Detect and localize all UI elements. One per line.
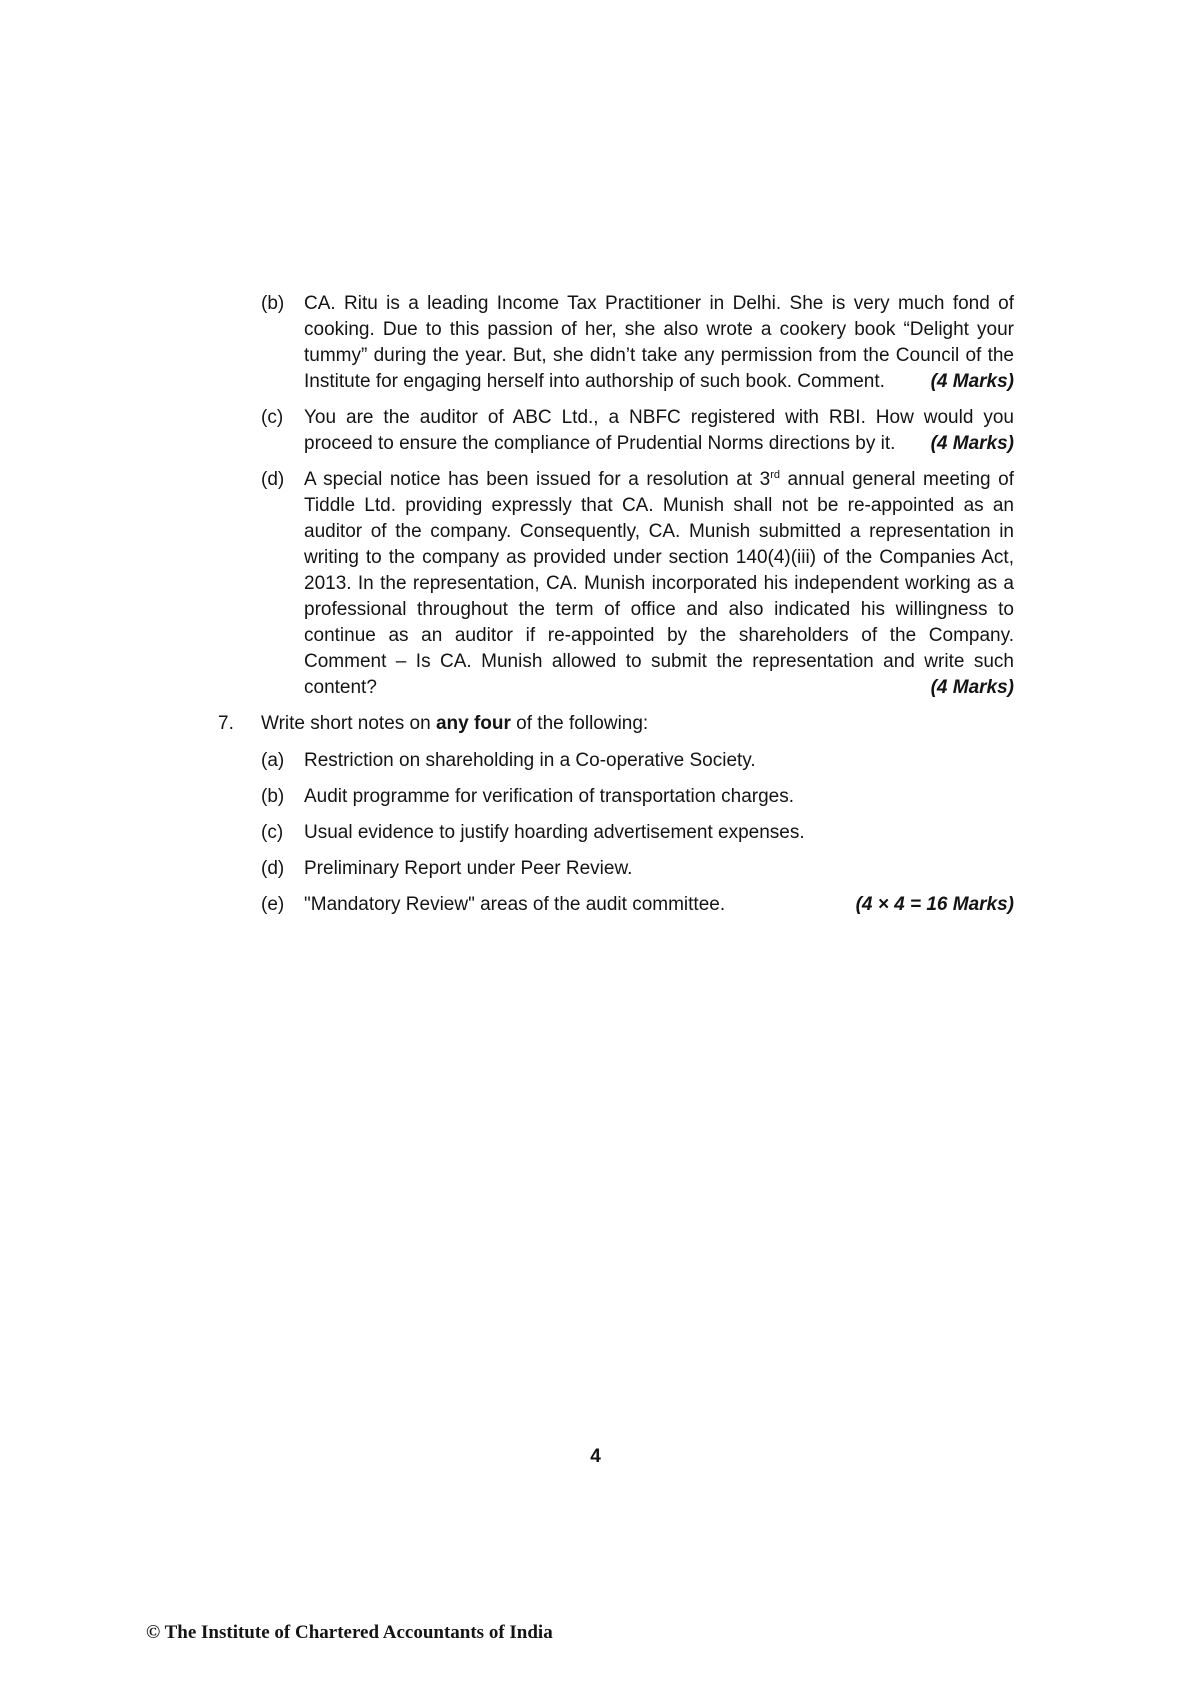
question-6c-text [304,405,1014,457]
question-7d-text: Preliminary Report under Peer Review. [304,858,633,879]
copyright-footer: © The Institute of Chartered Accountants of India [146,1622,553,1643]
question-7e-text [304,892,1014,918]
question-6c-body: You are the auditor of ABC Ltd., a NBFC registered with RBI. How would you proceed to ensure the compliance of Prudential Norms directions by it. [304,407,1014,454]
question-7-intro-end: of the following: [510,713,649,734]
question-6d [261,467,1014,701]
question-6b-text [304,291,1014,395]
question-7 [218,711,1014,737]
question-6d-body-start: A special notice has been issued for a resolution at 3 [304,469,771,490]
question-7a-text: Restriction on shareholding in a Co-operative Society. [304,750,756,771]
question-6c [261,405,1014,457]
page-number: 4 [590,1446,601,1467]
question-6c-label: (c) [261,407,284,428]
question-6d-label: (d) [261,469,285,490]
question-7e-body: "Mandatory Review" areas of the audit committee. [304,894,726,915]
question-7c-label: (c) [261,822,284,843]
question-6d-text [304,467,1014,701]
question-7-intro-emphasis: any four [435,713,511,734]
question-6b [261,291,1014,395]
question-7b-label: (b) [261,786,285,807]
question-7a-label: (a) [261,750,285,771]
question-6d-marks: (4 Marks) [930,677,1014,698]
ordinal-suffix: rd [770,469,780,481]
question-7-intro [261,711,1014,737]
question-7e-label: (e) [261,894,285,915]
question-7b [261,784,1014,810]
question-6b-marks: (4 Marks) [930,371,1014,392]
question-7-number: 7. [218,713,234,734]
question-7d [261,856,1014,882]
question-6b-label: (b) [261,293,285,314]
question-7-marks: (4 × 4 = 16 Marks) [855,894,1014,915]
question-7b-text: Audit programme for verification of transportation charges. [304,786,795,807]
question-7e [261,892,1014,918]
question-7-intro-start: Write short notes on [261,713,436,734]
question-7a [261,748,1014,774]
question-7c-text: Usual evidence to justify hoarding advertisement expenses. [304,822,805,843]
question-7c [261,820,1014,846]
question-6b-body: CA. Ritu is a leading Income Tax Practitioner in Delhi. She is very much fond of cooking. Due to this passion of her, she also wrote a cookery book “Delight your tummy” during the year. But, she didn’t take any permission from the Council of the Institute for engaging herself into authorship of such book. Comment. [304,293,1014,392]
question-7d-label: (d) [261,858,285,879]
question-6d-body-end: annual general meeting of Tiddle Ltd. providing expressly that CA. Munish shall not be re-appointed as an auditor of the company. Consequently, CA. Munish submitted a representation in writing to the company as provided under section 140(4)(iii) of the Companies Act, 2013. In the representation, CA. Munish incorporated his independent working as a professional throughout the term of office and also indicated his willingness to continue as an auditor if re-appointed by the shareholders of the Company. Comment – Is CA. Munish allowed to submit the representation and write such content? [304,469,1014,698]
question-6c-marks: (4 Marks) [930,433,1014,454]
